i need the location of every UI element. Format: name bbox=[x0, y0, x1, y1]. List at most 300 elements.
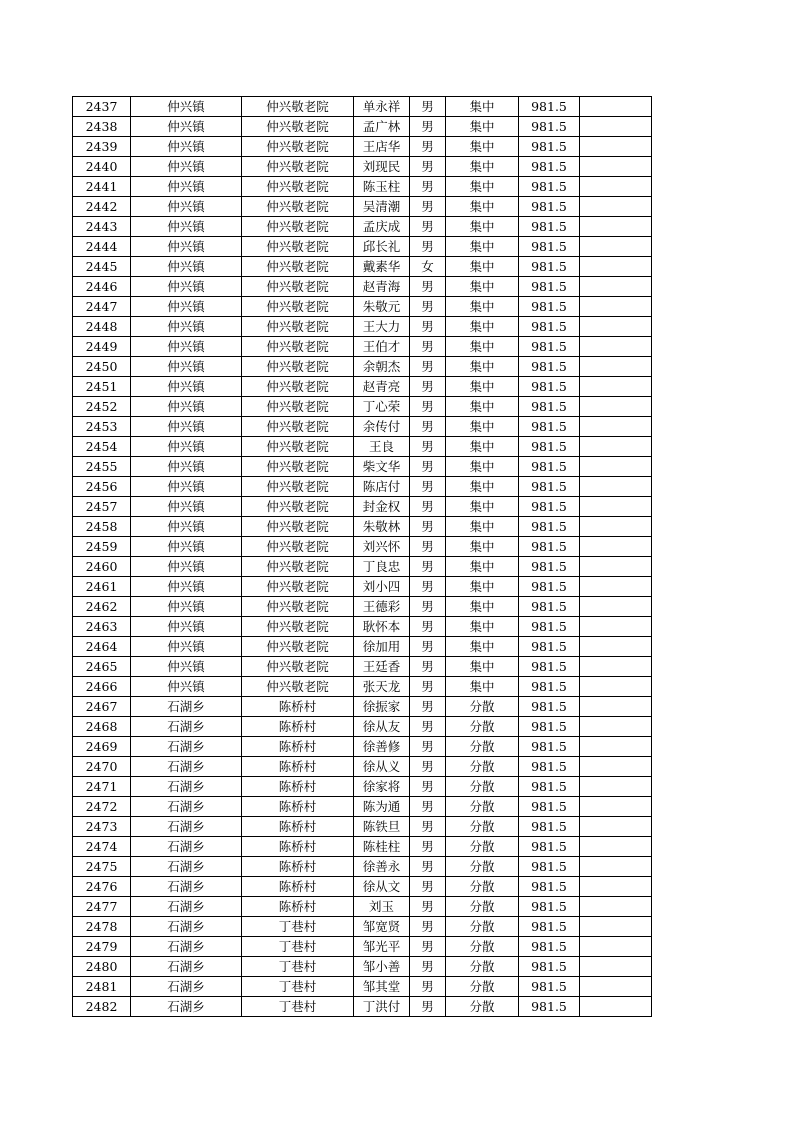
table-body bbox=[73, 97, 652, 1017]
cell-support-type: 分散 bbox=[446, 777, 519, 797]
cell-amount: 981.5 bbox=[519, 137, 580, 157]
cell-gender: 男 bbox=[410, 357, 446, 377]
table-row bbox=[73, 597, 652, 617]
cell-village: 仲兴敬老院 bbox=[242, 477, 354, 497]
cell-amount: 981.5 bbox=[519, 937, 580, 957]
cell-support-type: 集中 bbox=[446, 477, 519, 497]
cell-amount: 981.5 bbox=[519, 437, 580, 457]
cell-support-type: 分散 bbox=[446, 897, 519, 917]
cell-village: 陈桥村 bbox=[242, 797, 354, 817]
cell-township: 仲兴镇 bbox=[131, 197, 242, 217]
cell-support-type: 集中 bbox=[446, 617, 519, 637]
cell-gender: 男 bbox=[410, 697, 446, 717]
cell-person-name: 余朝杰 bbox=[354, 357, 410, 377]
cell-village: 仲兴敬老院 bbox=[242, 597, 354, 617]
table-row bbox=[73, 377, 652, 397]
cell-township: 石湖乡 bbox=[131, 957, 242, 977]
cell-gender: 男 bbox=[410, 397, 446, 417]
cell-township: 仲兴镇 bbox=[131, 417, 242, 437]
cell-support-type: 分散 bbox=[446, 917, 519, 937]
cell-village: 陈桥村 bbox=[242, 777, 354, 797]
cell-row-number: 2449 bbox=[73, 337, 131, 357]
cell-support-type: 分散 bbox=[446, 857, 519, 877]
cell-gender: 男 bbox=[410, 537, 446, 557]
cell-amount: 981.5 bbox=[519, 817, 580, 837]
cell-row-number: 2451 bbox=[73, 377, 131, 397]
cell-village: 仲兴敬老院 bbox=[242, 637, 354, 657]
cell-village: 仲兴敬老院 bbox=[242, 577, 354, 597]
cell-row-number: 2437 bbox=[73, 97, 131, 117]
cell-amount: 981.5 bbox=[519, 637, 580, 657]
cell-village: 陈桥村 bbox=[242, 897, 354, 917]
cell-row-number: 2454 bbox=[73, 437, 131, 457]
cell-remark bbox=[580, 197, 652, 217]
table-row bbox=[73, 237, 652, 257]
table-row bbox=[73, 517, 652, 537]
cell-support-type: 集中 bbox=[446, 117, 519, 137]
table-row bbox=[73, 337, 652, 357]
cell-township: 仲兴镇 bbox=[131, 677, 242, 697]
cell-person-name: 丁心荣 bbox=[354, 397, 410, 417]
cell-row-number: 2445 bbox=[73, 257, 131, 277]
cell-amount: 981.5 bbox=[519, 717, 580, 737]
cell-row-number: 2457 bbox=[73, 497, 131, 517]
cell-gender: 男 bbox=[410, 797, 446, 817]
cell-remark bbox=[580, 697, 652, 717]
cell-township: 石湖乡 bbox=[131, 917, 242, 937]
cell-village: 仲兴敬老院 bbox=[242, 537, 354, 557]
cell-gender: 男 bbox=[410, 157, 446, 177]
cell-village: 仲兴敬老院 bbox=[242, 377, 354, 397]
cell-remark bbox=[580, 177, 652, 197]
cell-remark bbox=[580, 477, 652, 497]
cell-gender: 男 bbox=[410, 917, 446, 937]
cell-person-name: 邱长礼 bbox=[354, 237, 410, 257]
cell-remark bbox=[580, 977, 652, 997]
table-row bbox=[73, 557, 652, 577]
cell-village: 仲兴敬老院 bbox=[242, 417, 354, 437]
cell-township: 仲兴镇 bbox=[131, 97, 242, 117]
cell-village: 陈桥村 bbox=[242, 757, 354, 777]
cell-row-number: 2440 bbox=[73, 157, 131, 177]
cell-support-type: 分散 bbox=[446, 737, 519, 757]
table-row bbox=[73, 757, 652, 777]
cell-support-type: 集中 bbox=[446, 97, 519, 117]
cell-township: 仲兴镇 bbox=[131, 337, 242, 357]
cell-gender: 男 bbox=[410, 877, 446, 897]
cell-person-name: 戴素华 bbox=[354, 257, 410, 277]
cell-township: 石湖乡 bbox=[131, 697, 242, 717]
cell-person-name: 王德彩 bbox=[354, 597, 410, 617]
cell-row-number: 2481 bbox=[73, 977, 131, 997]
cell-row-number: 2446 bbox=[73, 277, 131, 297]
cell-remark bbox=[580, 497, 652, 517]
cell-row-number: 2452 bbox=[73, 397, 131, 417]
cell-gender: 男 bbox=[410, 837, 446, 857]
cell-row-number: 2472 bbox=[73, 797, 131, 817]
cell-amount: 981.5 bbox=[519, 217, 580, 237]
cell-person-name: 朱敬林 bbox=[354, 517, 410, 537]
cell-remark bbox=[580, 217, 652, 237]
cell-person-name: 朱敬元 bbox=[354, 297, 410, 317]
cell-amount: 981.5 bbox=[519, 657, 580, 677]
cell-row-number: 2450 bbox=[73, 357, 131, 377]
cell-gender: 男 bbox=[410, 937, 446, 957]
table-row bbox=[73, 177, 652, 197]
cell-township: 仲兴镇 bbox=[131, 297, 242, 317]
cell-township: 仲兴镇 bbox=[131, 657, 242, 677]
table-row bbox=[73, 277, 652, 297]
table-row bbox=[73, 537, 652, 557]
table-row bbox=[73, 97, 652, 117]
cell-person-name: 陈铁旦 bbox=[354, 817, 410, 837]
cell-support-type: 集中 bbox=[446, 437, 519, 457]
cell-row-number: 2466 bbox=[73, 677, 131, 697]
cell-support-type: 分散 bbox=[446, 977, 519, 997]
cell-amount: 981.5 bbox=[519, 957, 580, 977]
cell-remark bbox=[580, 737, 652, 757]
cell-row-number: 2453 bbox=[73, 417, 131, 437]
cell-village: 陈桥村 bbox=[242, 857, 354, 877]
cell-support-type: 集中 bbox=[446, 197, 519, 217]
cell-remark bbox=[580, 857, 652, 877]
cell-amount: 981.5 bbox=[519, 597, 580, 617]
cell-row-number: 2439 bbox=[73, 137, 131, 157]
cell-person-name: 刘现民 bbox=[354, 157, 410, 177]
cell-gender: 男 bbox=[410, 517, 446, 537]
cell-person-name: 邹小善 bbox=[354, 957, 410, 977]
cell-remark bbox=[580, 817, 652, 837]
cell-person-name: 孟庆成 bbox=[354, 217, 410, 237]
cell-support-type: 分散 bbox=[446, 697, 519, 717]
cell-row-number: 2465 bbox=[73, 657, 131, 677]
cell-gender: 男 bbox=[410, 677, 446, 697]
cell-gender: 男 bbox=[410, 317, 446, 337]
cell-village: 仲兴敬老院 bbox=[242, 297, 354, 317]
cell-row-number: 2467 bbox=[73, 697, 131, 717]
cell-person-name: 耿怀本 bbox=[354, 617, 410, 637]
cell-remark bbox=[580, 297, 652, 317]
table-row bbox=[73, 617, 652, 637]
table-row bbox=[73, 257, 652, 277]
cell-township: 石湖乡 bbox=[131, 937, 242, 957]
cell-village: 丁巷村 bbox=[242, 977, 354, 997]
cell-person-name: 柴文华 bbox=[354, 457, 410, 477]
cell-person-name: 赵青海 bbox=[354, 277, 410, 297]
cell-gender: 男 bbox=[410, 777, 446, 797]
table-row bbox=[73, 737, 652, 757]
cell-remark bbox=[580, 517, 652, 537]
cell-village: 仲兴敬老院 bbox=[242, 277, 354, 297]
cell-remark bbox=[580, 937, 652, 957]
cell-support-type: 集中 bbox=[446, 217, 519, 237]
cell-support-type: 分散 bbox=[446, 797, 519, 817]
table-row bbox=[73, 637, 652, 657]
cell-amount: 981.5 bbox=[519, 777, 580, 797]
cell-amount: 981.5 bbox=[519, 397, 580, 417]
cell-remark bbox=[580, 377, 652, 397]
cell-gender: 男 bbox=[410, 957, 446, 977]
cell-remark bbox=[580, 277, 652, 297]
cell-support-type: 集中 bbox=[446, 157, 519, 177]
cell-row-number: 2443 bbox=[73, 217, 131, 237]
cell-township: 仲兴镇 bbox=[131, 497, 242, 517]
cell-person-name: 刘小四 bbox=[354, 577, 410, 597]
cell-remark bbox=[580, 837, 652, 857]
cell-amount: 981.5 bbox=[519, 257, 580, 277]
cell-amount: 981.5 bbox=[519, 677, 580, 697]
table-row bbox=[73, 457, 652, 477]
cell-village: 仲兴敬老院 bbox=[242, 617, 354, 637]
cell-gender: 男 bbox=[410, 597, 446, 617]
cell-support-type: 集中 bbox=[446, 137, 519, 157]
cell-township: 石湖乡 bbox=[131, 997, 242, 1017]
cell-row-number: 2447 bbox=[73, 297, 131, 317]
cell-village: 仲兴敬老院 bbox=[242, 437, 354, 457]
cell-gender: 男 bbox=[410, 637, 446, 657]
cell-row-number: 2478 bbox=[73, 917, 131, 937]
cell-remark bbox=[580, 677, 652, 697]
cell-person-name: 徐从义 bbox=[354, 757, 410, 777]
cell-amount: 981.5 bbox=[519, 357, 580, 377]
table-row bbox=[73, 157, 652, 177]
cell-row-number: 2441 bbox=[73, 177, 131, 197]
cell-gender: 男 bbox=[410, 417, 446, 437]
cell-amount: 981.5 bbox=[519, 757, 580, 777]
cell-row-number: 2476 bbox=[73, 877, 131, 897]
table-row bbox=[73, 137, 652, 157]
table-row bbox=[73, 297, 652, 317]
cell-support-type: 集中 bbox=[446, 177, 519, 197]
cell-support-type: 集中 bbox=[446, 237, 519, 257]
cell-remark bbox=[580, 397, 652, 417]
cell-person-name: 余传付 bbox=[354, 417, 410, 437]
cell-support-type: 分散 bbox=[446, 757, 519, 777]
cell-amount: 981.5 bbox=[519, 417, 580, 437]
cell-township: 仲兴镇 bbox=[131, 557, 242, 577]
cell-gender: 男 bbox=[410, 497, 446, 517]
cell-row-number: 2469 bbox=[73, 737, 131, 757]
cell-gender: 男 bbox=[410, 617, 446, 637]
cell-village: 陈桥村 bbox=[242, 717, 354, 737]
cell-gender: 男 bbox=[410, 757, 446, 777]
cell-township: 仲兴镇 bbox=[131, 237, 242, 257]
table-row bbox=[73, 317, 652, 337]
cell-remark bbox=[580, 97, 652, 117]
cell-support-type: 集中 bbox=[446, 317, 519, 337]
cell-amount: 981.5 bbox=[519, 477, 580, 497]
cell-remark bbox=[580, 257, 652, 277]
cell-support-type: 分散 bbox=[446, 957, 519, 977]
cell-township: 仲兴镇 bbox=[131, 217, 242, 237]
cell-remark bbox=[580, 537, 652, 557]
cell-township: 仲兴镇 bbox=[131, 377, 242, 397]
cell-amount: 981.5 bbox=[519, 97, 580, 117]
cell-support-type: 集中 bbox=[446, 657, 519, 677]
cell-person-name: 陈为通 bbox=[354, 797, 410, 817]
cell-person-name: 王店华 bbox=[354, 137, 410, 157]
table-row bbox=[73, 697, 652, 717]
cell-gender: 男 bbox=[410, 717, 446, 737]
cell-remark bbox=[580, 757, 652, 777]
cell-row-number: 2438 bbox=[73, 117, 131, 137]
cell-row-number: 2462 bbox=[73, 597, 131, 617]
cell-gender: 男 bbox=[410, 857, 446, 877]
cell-village: 仲兴敬老院 bbox=[242, 497, 354, 517]
cell-gender: 男 bbox=[410, 577, 446, 597]
cell-township: 仲兴镇 bbox=[131, 137, 242, 157]
cell-township: 石湖乡 bbox=[131, 737, 242, 757]
cell-village: 仲兴敬老院 bbox=[242, 157, 354, 177]
cell-village: 仲兴敬老院 bbox=[242, 677, 354, 697]
cell-gender: 男 bbox=[410, 237, 446, 257]
cell-amount: 981.5 bbox=[519, 337, 580, 357]
cell-person-name: 陈桂柱 bbox=[354, 837, 410, 857]
cell-person-name: 封金权 bbox=[354, 497, 410, 517]
cell-support-type: 分散 bbox=[446, 877, 519, 897]
cell-township: 石湖乡 bbox=[131, 837, 242, 857]
cell-village: 陈桥村 bbox=[242, 817, 354, 837]
cell-township: 石湖乡 bbox=[131, 897, 242, 917]
cell-support-type: 分散 bbox=[446, 817, 519, 837]
cell-person-name: 徐善永 bbox=[354, 857, 410, 877]
cell-amount: 981.5 bbox=[519, 117, 580, 137]
cell-row-number: 2460 bbox=[73, 557, 131, 577]
cell-person-name: 徐振家 bbox=[354, 697, 410, 717]
table-row bbox=[73, 477, 652, 497]
cell-amount: 981.5 bbox=[519, 157, 580, 177]
cell-village: 仲兴敬老院 bbox=[242, 357, 354, 377]
cell-gender: 男 bbox=[410, 177, 446, 197]
cell-village: 丁巷村 bbox=[242, 957, 354, 977]
table-row bbox=[73, 917, 652, 937]
table-row bbox=[73, 857, 652, 877]
cell-gender: 男 bbox=[410, 117, 446, 137]
cell-gender: 男 bbox=[410, 377, 446, 397]
cell-gender: 男 bbox=[410, 737, 446, 757]
cell-amount: 981.5 bbox=[519, 557, 580, 577]
cell-amount: 981.5 bbox=[519, 457, 580, 477]
cell-township: 仲兴镇 bbox=[131, 177, 242, 197]
cell-row-number: 2468 bbox=[73, 717, 131, 737]
cell-row-number: 2480 bbox=[73, 957, 131, 977]
cell-support-type: 集中 bbox=[446, 517, 519, 537]
cell-village: 仲兴敬老院 bbox=[242, 197, 354, 217]
table-row bbox=[73, 717, 652, 737]
cell-remark bbox=[580, 657, 652, 677]
cell-support-type: 集中 bbox=[446, 337, 519, 357]
table-row bbox=[73, 777, 652, 797]
cell-person-name: 陈玉柱 bbox=[354, 177, 410, 197]
cell-person-name: 刘兴怀 bbox=[354, 537, 410, 557]
cell-person-name: 单永祥 bbox=[354, 97, 410, 117]
table-row bbox=[73, 977, 652, 997]
cell-village: 仲兴敬老院 bbox=[242, 237, 354, 257]
cell-person-name: 徐家将 bbox=[354, 777, 410, 797]
cell-township: 仲兴镇 bbox=[131, 637, 242, 657]
cell-remark bbox=[580, 597, 652, 617]
cell-support-type: 集中 bbox=[446, 457, 519, 477]
cell-gender: 男 bbox=[410, 897, 446, 917]
table-row bbox=[73, 937, 652, 957]
cell-village: 陈桥村 bbox=[242, 837, 354, 857]
cell-row-number: 2474 bbox=[73, 837, 131, 857]
cell-gender: 男 bbox=[410, 97, 446, 117]
cell-support-type: 集中 bbox=[446, 257, 519, 277]
cell-row-number: 2471 bbox=[73, 777, 131, 797]
cell-amount: 981.5 bbox=[519, 837, 580, 857]
cell-support-type: 集中 bbox=[446, 297, 519, 317]
cell-amount: 981.5 bbox=[519, 277, 580, 297]
cell-village: 仲兴敬老院 bbox=[242, 337, 354, 357]
cell-remark bbox=[580, 877, 652, 897]
cell-support-type: 分散 bbox=[446, 837, 519, 857]
cell-village: 丁巷村 bbox=[242, 937, 354, 957]
cell-remark bbox=[580, 557, 652, 577]
cell-village: 仲兴敬老院 bbox=[242, 97, 354, 117]
cell-village: 仲兴敬老院 bbox=[242, 317, 354, 337]
table-row bbox=[73, 997, 652, 1017]
cell-village: 陈桥村 bbox=[242, 697, 354, 717]
cell-gender: 男 bbox=[410, 217, 446, 237]
cell-remark bbox=[580, 137, 652, 157]
cell-township: 仲兴镇 bbox=[131, 397, 242, 417]
table-row bbox=[73, 417, 652, 437]
cell-amount: 981.5 bbox=[519, 797, 580, 817]
cell-township: 仲兴镇 bbox=[131, 357, 242, 377]
cell-township: 石湖乡 bbox=[131, 877, 242, 897]
cell-village: 仲兴敬老院 bbox=[242, 517, 354, 537]
cell-amount: 981.5 bbox=[519, 857, 580, 877]
cell-person-name: 吴清潮 bbox=[354, 197, 410, 217]
cell-amount: 981.5 bbox=[519, 197, 580, 217]
cell-row-number: 2442 bbox=[73, 197, 131, 217]
table-row bbox=[73, 397, 652, 417]
cell-remark bbox=[580, 237, 652, 257]
cell-village: 丁巷村 bbox=[242, 917, 354, 937]
cell-remark bbox=[580, 957, 652, 977]
cell-support-type: 分散 bbox=[446, 997, 519, 1017]
table-row bbox=[73, 657, 652, 677]
cell-row-number: 2473 bbox=[73, 817, 131, 837]
cell-village: 仲兴敬老院 bbox=[242, 557, 354, 577]
cell-person-name: 邹宽贤 bbox=[354, 917, 410, 937]
cell-remark bbox=[580, 437, 652, 457]
cell-support-type: 集中 bbox=[446, 577, 519, 597]
cell-amount: 981.5 bbox=[519, 697, 580, 717]
cell-gender: 男 bbox=[410, 297, 446, 317]
cell-amount: 981.5 bbox=[519, 237, 580, 257]
cell-remark bbox=[580, 457, 652, 477]
table-row bbox=[73, 957, 652, 977]
table-row bbox=[73, 817, 652, 837]
cell-person-name: 王廷香 bbox=[354, 657, 410, 677]
cell-person-name: 徐善修 bbox=[354, 737, 410, 757]
cell-support-type: 集中 bbox=[446, 277, 519, 297]
cell-support-type: 分散 bbox=[446, 717, 519, 737]
cell-remark bbox=[580, 637, 652, 657]
cell-village: 丁巷村 bbox=[242, 997, 354, 1017]
cell-township: 仲兴镇 bbox=[131, 157, 242, 177]
cell-person-name: 丁良忠 bbox=[354, 557, 410, 577]
cell-person-name: 张天龙 bbox=[354, 677, 410, 697]
cell-support-type: 集中 bbox=[446, 537, 519, 557]
cell-amount: 981.5 bbox=[519, 577, 580, 597]
table-row bbox=[73, 497, 652, 517]
cell-township: 仲兴镇 bbox=[131, 317, 242, 337]
table-row bbox=[73, 797, 652, 817]
cell-remark bbox=[580, 317, 652, 337]
